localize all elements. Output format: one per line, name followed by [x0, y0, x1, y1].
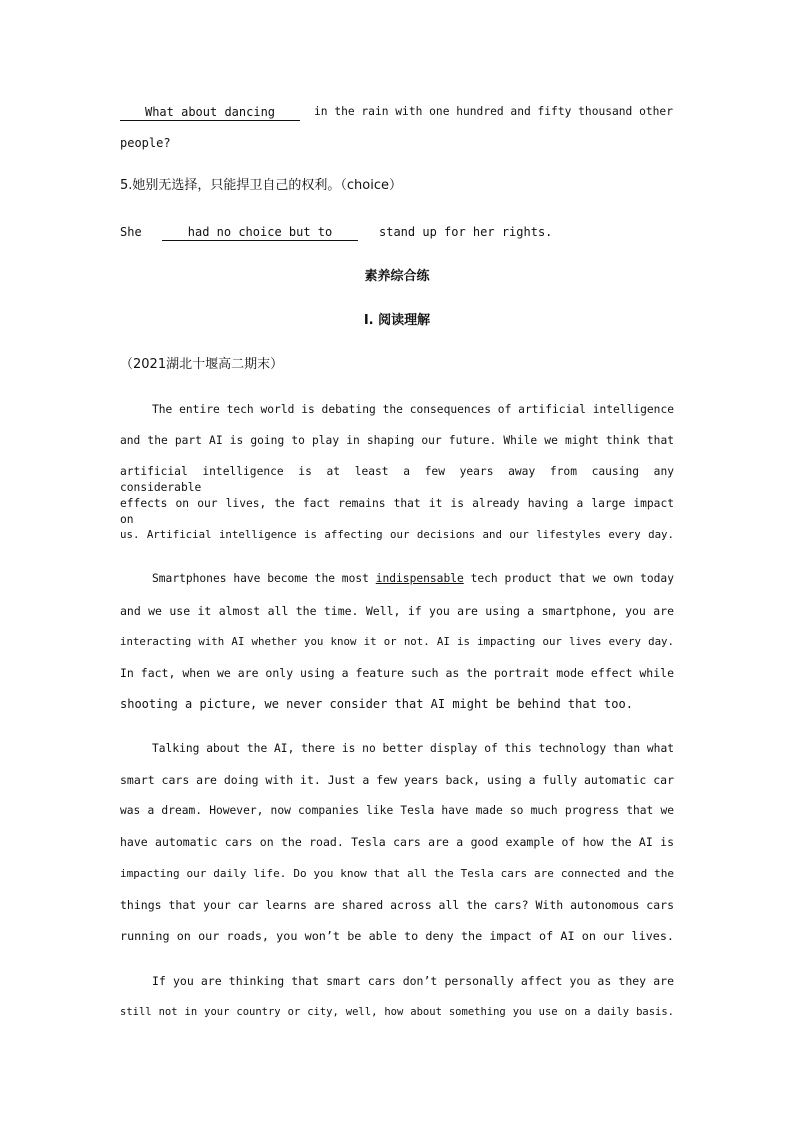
- paragraph-line: things that your car learns are shared across all the cars? With autonomous cars: [120, 898, 674, 912]
- text-segment: tech product that we own today: [470, 572, 674, 585]
- underlined-word: indispensable: [375, 572, 464, 585]
- paragraph-line: running on our roads, you won’t be able to deny the impact of AI on our lives.: [120, 929, 674, 943]
- source-note: （2021湖北十堰高二期末）: [120, 357, 284, 372]
- paragraph-line: us. Artificial intelligence is affecting our decisions and our lifestyles every day.: [120, 528, 674, 541]
- exercise-text: in the rain with one hundred and fifty thousand other: [314, 105, 673, 118]
- paragraph-line: was a dream. However, now companies like Tesla have made so much progress that we: [120, 804, 674, 817]
- exercise-text: stand up for her rights.: [379, 225, 553, 239]
- exercise-text: people?: [120, 136, 171, 150]
- answer-blank: had no choice but to: [162, 224, 358, 241]
- section-title: 素养综合练: [364, 269, 430, 284]
- paragraph-line: smart cars are doing with it. Just a few years back, using a fully automatic car: [120, 773, 674, 787]
- paragraph-line: and the part AI is going to play in shaping our future. While we might think that: [120, 434, 674, 447]
- paragraph-line: and we use it almost all the time. Well, if you are using a smartphone, you are: [120, 604, 674, 618]
- subsection-title: Ⅰ. 阅读理解: [363, 313, 431, 328]
- paragraph-line: impacting our daily life. Do you know that all the Tesla cars are connected and the: [120, 867, 674, 880]
- paragraph-line: [152, 571, 674, 587]
- paragraph-line: If you are thinking that smart cars don’t personally affect you as they are: [152, 974, 674, 988]
- paragraph-line: In fact, when we are only using a feature such as the portrait mode effect while: [120, 666, 674, 680]
- paragraph-line: have automatic cars on the road. Tesla cars are a good example of how the AI is: [120, 835, 674, 849]
- paragraph-line: effects on our lives, the fact remains that it is already having a large impact on: [120, 497, 674, 526]
- paragraph-line: still not in your country or city, well, how about something you use on a daily basis.: [120, 1006, 674, 1018]
- paragraph-line: Talking about the AI, there is no better display of this technology than what: [152, 742, 674, 755]
- text-segment: Smartphones have become the most: [152, 572, 369, 585]
- paragraph-line: shooting a picture, we never consider that AI might be behind that too.: [120, 697, 633, 711]
- answer-blank: What about dancing: [120, 104, 300, 121]
- exercise-prompt: 5.她别无选择，只能捍卫自己的权利。（choice）: [120, 178, 403, 193]
- paragraph-line: interacting with AI whether you know it or not. AI is impacting our lives every day.: [120, 635, 674, 648]
- paragraph-line: artificial intelligence is at least a few years away from causing any considerable: [120, 465, 674, 494]
- paragraph-line: The entire tech world is debating the consequences of artificial intelligence: [152, 403, 674, 416]
- exercise-text: She: [120, 225, 142, 239]
